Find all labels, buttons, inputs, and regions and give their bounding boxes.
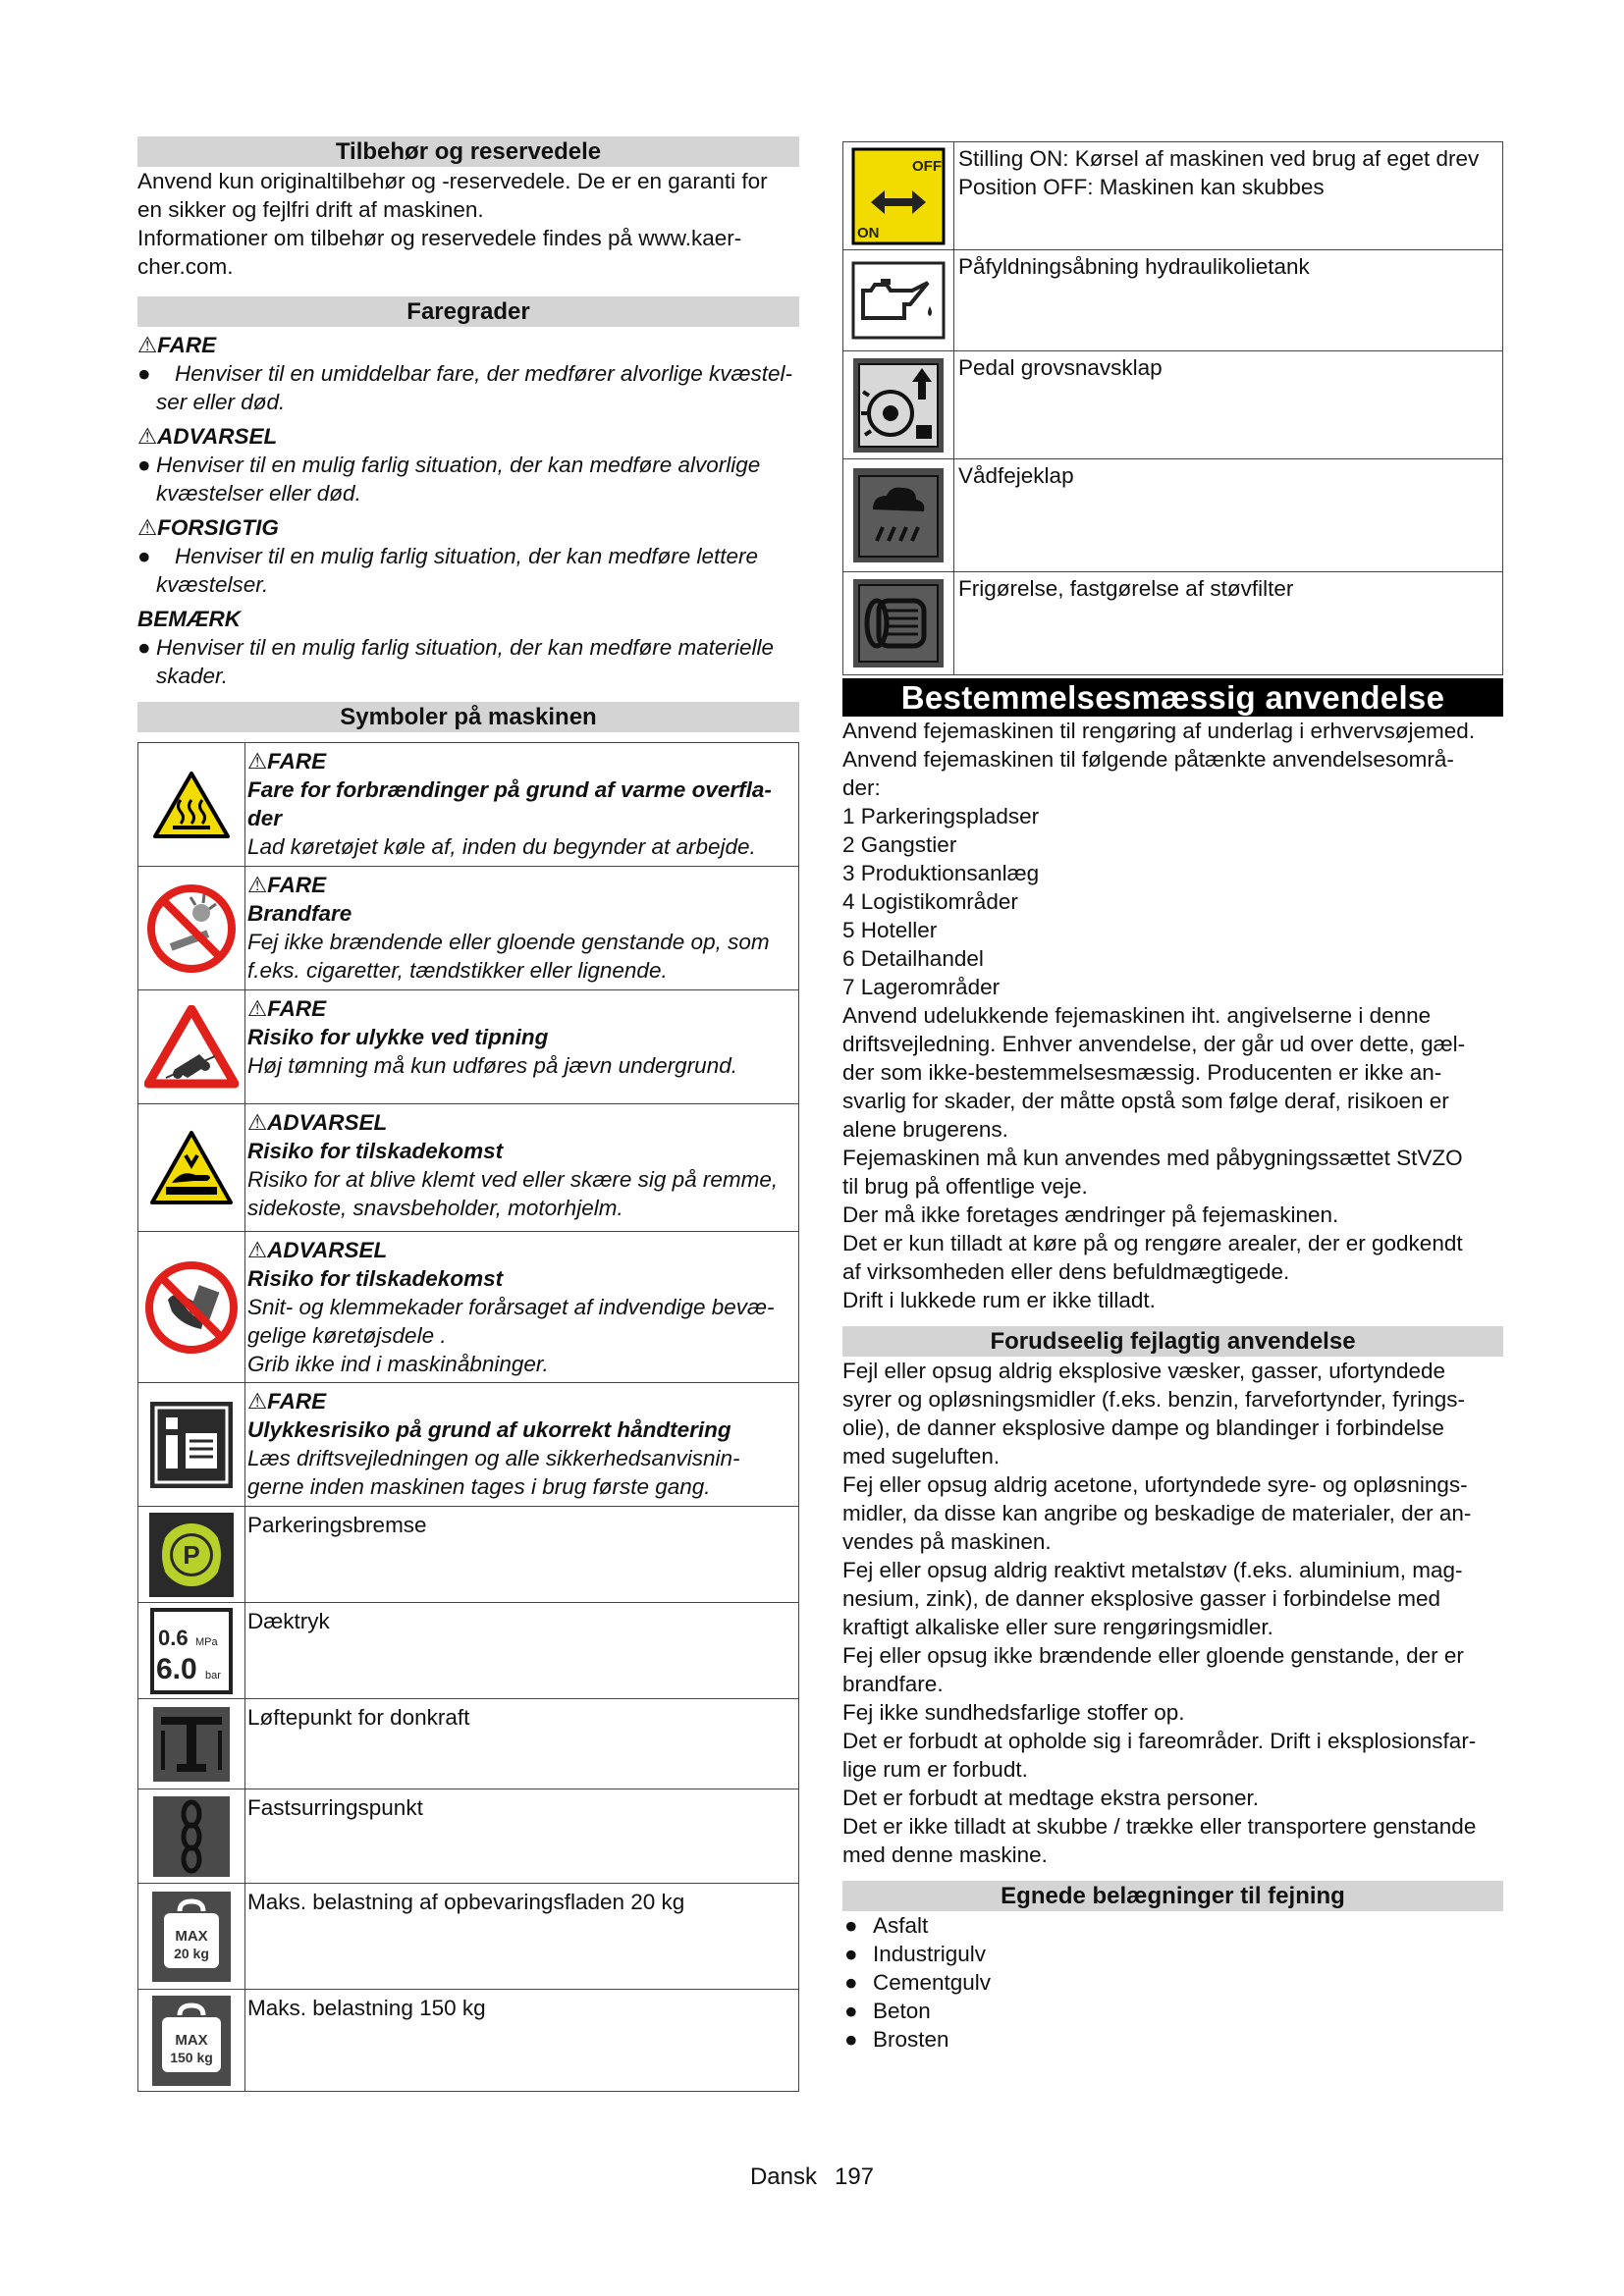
symbol-title: Fare for forbrændinger på grund af varme overfla-	[247, 777, 772, 802]
symbol-description: Fej ikke brændende eller gloende genstande op, som	[247, 930, 770, 954]
symbols-table-continued	[842, 141, 1503, 675]
symbol-title: Brandfare	[247, 901, 352, 926]
symbol-description: Risiko for at blive klemt ved eller skære sig på remme,	[247, 1167, 779, 1192]
symbol-title: Risiko for tilskadekomst	[247, 1266, 504, 1291]
symbol-description: Parkeringsbremse	[247, 1513, 427, 1537]
usage-areas-list	[842, 802, 1503, 1001]
symbol-description: Påfyldningsåbning hydraulikolietank	[958, 254, 1310, 279]
hazard-description	[137, 633, 799, 662]
hazard-label: ADVARSEL	[157, 424, 278, 449]
symbol-text	[954, 459, 1503, 572]
surface-label: Asfalt	[873, 1913, 929, 1938]
hot-surface-warning-icon	[138, 743, 245, 867]
list-item	[842, 1997, 1503, 2025]
symbol-text	[245, 743, 799, 867]
symbol-row	[843, 250, 1503, 351]
symbol-description: Pedal grovsnavsklap	[958, 355, 1163, 380]
tipping-risk-icon	[138, 990, 245, 1104]
max-label: MAX	[175, 2031, 208, 2049]
symbol-row	[843, 572, 1503, 675]
load-label: 150 kg	[170, 2049, 213, 2065]
list-item: 4 Logistikområder	[842, 889, 1018, 914]
misuse-line: Fej ikke sundhedsfarlige stoffer op.	[842, 1700, 1185, 1725]
symbol-level: ⚠FARE	[247, 749, 327, 774]
intended-use-line: alene brugerens.	[842, 1117, 1008, 1142]
intended-use-heading: Bestemmelsesmæssig anvendelse	[842, 678, 1503, 717]
no-burning-objects-icon	[138, 867, 245, 990]
hydraulic-oil-filler-icon	[843, 250, 954, 351]
intended-use-line: Drift i lukkede rum er ikke tilladt.	[842, 1288, 1156, 1312]
hazard-description	[137, 359, 799, 388]
symbols-table	[137, 742, 799, 2092]
hazard-text: kvæstelser.	[156, 572, 269, 597]
surface-label: Beton	[873, 1999, 931, 2023]
list-item	[842, 1911, 1503, 1940]
symbol-text	[245, 1603, 799, 1699]
tyre-pressure-icon	[138, 1603, 245, 1699]
list-item: 6 Detailhandel	[842, 946, 984, 971]
misuse-line: Fej eller opsug aldrig reaktivt metalstøv (f.eks. aluminium, mag-	[842, 1558, 1463, 1582]
symbol-description: Position OFF: Maskinen kan skubbes	[958, 175, 1325, 199]
coarse-dirt-flap-pedal-icon	[843, 351, 954, 459]
list-item	[842, 1940, 1503, 1968]
symbol-row	[843, 142, 1503, 250]
misuse-line: olie), de danner eksplosive dampe og blandinger i forbindelse	[842, 1415, 1444, 1440]
bullet-icon: ●	[137, 544, 151, 568]
intended-use-line: af virksomheden eller dens befuldmægtigede.	[842, 1259, 1290, 1284]
misuse-line: med denne maskine.	[842, 1842, 1048, 1867]
warning-icon: ⚠	[137, 424, 158, 449]
right-column	[842, 141, 1503, 2054]
left-column	[137, 136, 799, 2092]
symbol-level: ⚠ADVARSEL	[247, 1110, 388, 1135]
hazard-description	[137, 451, 799, 479]
list-item: 3 Produktionsanlæg	[842, 861, 1040, 885]
symbol-text	[245, 1104, 799, 1232]
intended-use-line: Der må ikke foretages ændringer på fejemaskinen.	[842, 1202, 1339, 1227]
symbol-row	[138, 1507, 799, 1603]
off-label: OFF	[912, 157, 942, 175]
symbol-row	[138, 1104, 799, 1232]
intended-use-line: til brug på offentlige veje.	[842, 1174, 1088, 1199]
symbol-text	[954, 250, 1503, 351]
bullet-icon: ●	[137, 361, 151, 386]
symbol-row	[843, 459, 1503, 572]
list-item: 1 Parkeringspladser	[842, 804, 1040, 828]
hand-crush-warning-icon	[138, 1104, 245, 1232]
symbol-row	[138, 743, 799, 867]
symbol-text	[245, 1990, 799, 2092]
drive-on-off-icon	[843, 142, 954, 250]
svg-text:P: P	[183, 1539, 200, 1570]
bullet-icon: ●	[844, 2027, 858, 2052]
symbol-description: Løftepunkt for donkraft	[247, 1705, 470, 1730]
misuse-line: kraftigt alkaliske eller sure rengøringsmidler.	[842, 1615, 1273, 1639]
intended-use-line: Det er kun tilladt at køre på og rengøre arealer, der er godkendt	[842, 1231, 1463, 1255]
hazard-text: Henviser til en umiddelbar fare, der medfører alvorlige kvæstel-	[175, 361, 792, 386]
symbol-level: ⚠FARE	[247, 1389, 327, 1414]
max-load-20kg-icon	[138, 1884, 245, 1990]
accessories-line	[137, 224, 799, 252]
symbol-description: Maks. belastning 150 kg	[247, 1996, 486, 2020]
intended-use-line: der:	[842, 775, 881, 800]
symbol-description: gelige køretøjsdele .	[247, 1323, 447, 1348]
symbol-title: der	[247, 806, 283, 830]
misuse-heading: Forudseelig fejlagtig anvendelse	[842, 1326, 1503, 1357]
bullet-icon: ●	[844, 1913, 858, 1938]
intended-use-line: Anvend fejemaskinen til rengøring af underlag i erhvervsøjemed.	[842, 719, 1476, 743]
hazard-label: FORSIGTIG	[157, 515, 279, 540]
bullet-icon: ●	[844, 1970, 858, 1995]
tyre-unit-mpa: MPa	[195, 1635, 218, 1648]
intended-use-line: Fejemaskinen må kun anvendes med påbygningssættet StVZO	[842, 1146, 1463, 1170]
on-label: ON	[857, 224, 880, 241]
symbols-heading: Symboler på maskinen	[137, 702, 799, 732]
symbol-title: Risiko for tilskadekomst	[247, 1139, 504, 1163]
symbol-description: Lad køretøjet køle af, inden du begynder at arbejde.	[247, 834, 756, 859]
tyre-value-mpa: 0.6	[158, 1625, 189, 1650]
hazard-text: skader.	[156, 664, 228, 688]
symbol-text	[245, 1232, 799, 1383]
symbol-title: Risiko for ulykke ved tipning	[247, 1025, 549, 1049]
warning-icon: ⚠	[137, 333, 158, 357]
intended-use-line: der som ikke-bestemmelsesmæssig. Producenten er ikke an-	[842, 1060, 1442, 1085]
intended-use-line: driftsvejledning. Enhver anvendelse, der går ud over dette, gæl-	[842, 1032, 1466, 1056]
accessories-text: Informationer om tilbehør og reservedele findes på www.kaer-	[137, 226, 742, 250]
list-item	[842, 2025, 1503, 2054]
bullet-icon: ●	[844, 1999, 858, 2023]
symbol-level: ⚠FARE	[247, 996, 327, 1021]
symbol-row	[138, 1884, 799, 1990]
symbol-text	[245, 1789, 799, 1884]
warning-icon: ⚠	[137, 515, 158, 540]
bullet-icon: ●	[137, 635, 151, 660]
symbol-text	[954, 142, 1503, 250]
hazard-text: Henviser til en mulig farlig situation, der kan medføre lettere	[175, 544, 759, 568]
symbol-text	[245, 1699, 799, 1789]
symbol-description: Vådfejeklap	[958, 463, 1074, 488]
misuse-line: Fej eller opsug aldrig acetone, ufortyndede syre- og opløsnings-	[842, 1472, 1468, 1497]
symbol-description: f.eks. cigaretter, tændstikker eller lignende.	[247, 958, 668, 983]
list-item: 2 Gangstier	[842, 832, 957, 857]
symbol-row	[843, 351, 1503, 459]
symbol-row	[138, 867, 799, 990]
read-manual-icon	[138, 1383, 245, 1507]
hazard-heading: Faregrader	[137, 296, 799, 327]
bullet-icon: ●	[137, 453, 151, 477]
max-load-150kg-icon	[138, 1990, 245, 2092]
list-item	[842, 1968, 1503, 1997]
surface-label: Cementgulv	[873, 1970, 992, 1995]
hazard-level-bemaerk: BEMÆRK	[137, 607, 241, 631]
surface-label: Industrigulv	[873, 1942, 987, 1966]
symbol-description: Stilling ON: Kørsel af maskinen ved brug af eget drev	[958, 146, 1480, 171]
hazard-level-fare	[137, 331, 799, 359]
surface-label: Brosten	[873, 2027, 949, 2052]
footer-language: Dansk	[749, 2163, 817, 2190]
hazard-label: FARE	[157, 333, 217, 357]
symbol-description: gerne inden maskinen tages i brug første gang.	[247, 1474, 711, 1499]
symbol-text	[245, 1383, 799, 1507]
page-footer	[0, 2163, 1624, 2191]
misuse-line: med sugeluften.	[842, 1444, 1001, 1468]
hazard-level-forsigtig	[137, 513, 799, 542]
symbol-row	[138, 1603, 799, 1699]
symbol-text	[245, 867, 799, 990]
accessories-line: en sikker og fejlfri drift af maskinen.	[137, 197, 484, 222]
symbol-text	[245, 1884, 799, 1990]
load-label: 20 kg	[174, 1945, 209, 1961]
misuse-line: Det er forbudt at opholde sig i fareområder. Drift i eksplosionsfar-	[842, 1729, 1477, 1753]
parking-brake-icon	[138, 1507, 245, 1603]
wet-sweep-flap-icon	[843, 459, 954, 572]
symbol-row	[138, 1232, 799, 1383]
misuse-line: Fej eller opsug ikke brændende eller gloende genstande, der er	[842, 1643, 1464, 1668]
symbol-title: Ulykkesrisiko på grund af ukorrekt håndtering	[247, 1417, 731, 1442]
tie-down-point-icon	[138, 1789, 245, 1884]
symbol-description: Grib ikke ind i maskinåbninger.	[247, 1352, 549, 1376]
misuse-line: lige rum er forbudt.	[842, 1757, 1028, 1782]
symbol-row	[138, 990, 799, 1104]
misuse-line: syrer og opløsningsmidler (f.eks. benzin, farvefortynder, fyrings-	[842, 1387, 1465, 1412]
misuse-line: brandfare.	[842, 1672, 944, 1696]
misuse-line: vendes på maskinen.	[842, 1529, 1052, 1554]
dust-filter-release-icon	[843, 572, 954, 675]
intended-use-line: svarlig for skader, der måtte opstå som følge deraf, risikoen er	[842, 1089, 1449, 1113]
page-number: 197	[834, 2163, 875, 2190]
list-item: 7 Lagerområder	[842, 975, 1001, 999]
surfaces-heading: Egnede belægninger til fejning	[842, 1881, 1503, 1911]
hazard-level-advarsel	[137, 422, 799, 451]
symbol-text	[245, 990, 799, 1104]
no-reach-in-icon	[138, 1232, 245, 1383]
symbol-description: Høj tømning må kun udføres på jævn undergrund.	[247, 1053, 737, 1078]
hazard-text: kvæstelser eller død.	[156, 481, 361, 506]
hazard-text: ser eller død.	[156, 390, 286, 414]
misuse-line: midler, da disse kan angribe og beskadige de materialer, der an-	[842, 1501, 1472, 1525]
symbol-description: Snit- og klemmekader forårsaget af indvendige bevæ-	[247, 1295, 775, 1319]
max-label: MAX	[175, 1927, 208, 1945]
symbol-text	[954, 572, 1503, 675]
hazard-description	[137, 542, 799, 570]
intended-use-line: Anvend fejemaskinen til følgende påtænkte anvendelsesområ-	[842, 747, 1454, 772]
symbol-description: Frigørelse, fastgørelse af støvfilter	[958, 576, 1294, 601]
hazard-text: Henviser til en mulig farlig situation, der kan medføre alvorlige	[156, 453, 761, 477]
accessories-heading: Tilbehør og reservedele	[137, 136, 799, 167]
symbol-description: Læs driftsvejledningen og alle sikkerhedsanvisnin-	[247, 1446, 740, 1470]
symbol-level: ⚠ADVARSEL	[247, 1238, 388, 1262]
intended-use-line: Anvend udelukkende fejemaskinen iht. angivelserne i denne	[842, 1003, 1432, 1028]
hazard-text: Henviser til en mulig farlig situation, der kan medføre materielle	[156, 635, 775, 660]
misuse-line: Fejl eller opsug aldrig eksplosive væsker, gasser, ufortyndede	[842, 1359, 1446, 1383]
symbol-description: Maks. belastning af opbevaringsfladen 20 kg	[247, 1890, 685, 1914]
symbol-description: Fastsurringspunkt	[247, 1795, 423, 1820]
bullet-icon: ●	[844, 1942, 858, 1966]
symbol-row	[138, 1699, 799, 1789]
list-item: 5 Hoteller	[842, 918, 938, 942]
symbol-text	[954, 351, 1503, 459]
accessories-line: Anvend kun originaltilbehør og -reservedele. De er en garanti for	[137, 169, 768, 193]
misuse-line: Det er forbudt at medtage ekstra personer.	[842, 1786, 1259, 1810]
surfaces-list	[842, 1911, 1503, 2054]
symbol-text	[245, 1507, 799, 1603]
tyre-value-bar: 6.0	[156, 1652, 197, 1685]
symbol-level: ⚠FARE	[247, 873, 327, 897]
tyre-unit-bar: bar	[205, 1669, 221, 1682]
misuse-line: nesium, zink), de danner eksplosive gasser i forbindelse med	[842, 1586, 1441, 1611]
symbol-row	[138, 1789, 799, 1884]
symbol-description: Dæktryk	[247, 1609, 330, 1633]
accessories-line: cher.com.	[137, 254, 234, 279]
jack-point-icon	[138, 1699, 245, 1789]
symbol-description: sidekoste, snavsbeholder, motorhjelm.	[247, 1196, 623, 1220]
symbol-row	[138, 1383, 799, 1507]
symbol-row	[138, 1990, 799, 2092]
misuse-line: Det er ikke tilladt at skubbe / trække eller transportere genstande	[842, 1814, 1477, 1839]
